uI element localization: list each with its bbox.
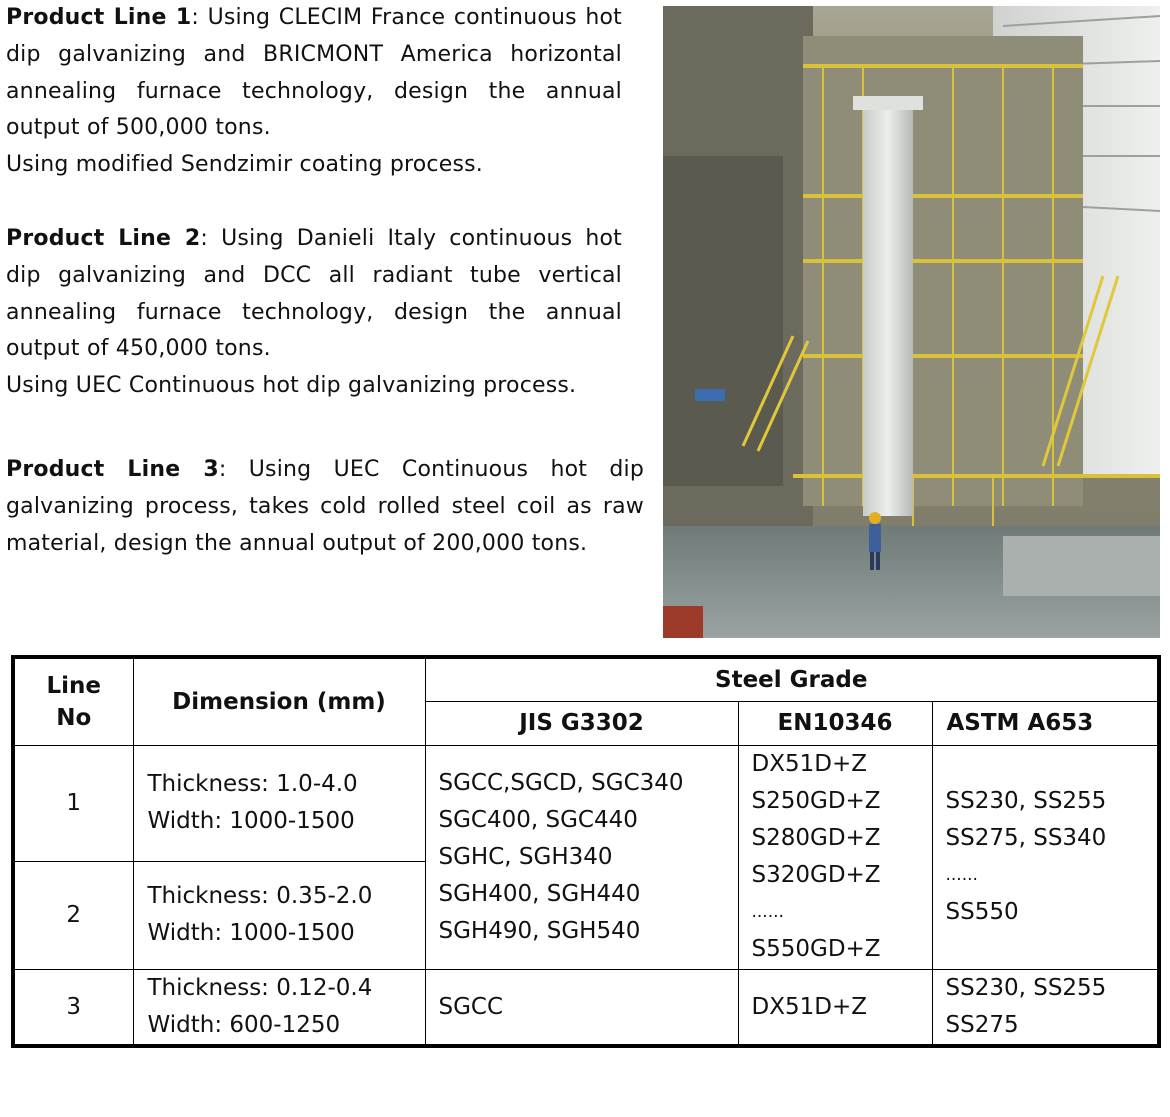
header-en: EN10346 bbox=[738, 701, 932, 745]
header-line-no bbox=[13, 657, 133, 745]
row-3-en: DX51D+Z bbox=[738, 969, 932, 1046]
product-line-2-text: : Using Danieli Italy continuous hot dip galvanizing and DCC all radiant tube vertical annealing furnace technology, design the annual output of 450,000 tons. bbox=[6, 226, 622, 362]
row-2-width: Width: 1000-1500 bbox=[147, 920, 355, 946]
product-line-1-text: : Using CLECIM France continuous hot dip galvanizing and BRICMONT America horizontal annealing furnace technology, design the annual output of 500,000 tons. bbox=[6, 5, 623, 141]
product-line-1-label: Product Line 1 bbox=[6, 5, 192, 30]
row-3-width: Width: 600-1250 bbox=[147, 1011, 341, 1038]
product-line-3-paragraph bbox=[6, 452, 644, 562]
row-3-thickness: Thickness: 0.12-0.4 bbox=[147, 974, 373, 1001]
rows-1-2-en bbox=[738, 745, 932, 969]
row-1-width: Width: 1000-1500 bbox=[147, 808, 355, 834]
product-spec-table bbox=[11, 655, 1161, 1048]
header-steel-grade: Steel Grade bbox=[425, 657, 1159, 701]
table-row bbox=[13, 745, 1159, 861]
galvanizing-line-photo bbox=[663, 6, 1160, 638]
header-line-no-label: Line No bbox=[46, 672, 101, 731]
row-3-astm bbox=[932, 969, 1159, 1046]
header-astm: ASTM A653 bbox=[932, 701, 1159, 745]
jis-grade: SGH490, SGH540 bbox=[438, 917, 641, 944]
jis-grade: SGHC, SGH340 bbox=[438, 843, 613, 870]
header-dimension: Dimension (mm) bbox=[133, 657, 425, 745]
row-1-dimension bbox=[133, 745, 425, 861]
en-grade: S320GD+Z bbox=[751, 862, 881, 888]
rows-1-2-astm bbox=[932, 745, 1159, 969]
table-row bbox=[13, 969, 1159, 1046]
row-3-line: 3 bbox=[13, 969, 133, 1046]
product-line-2-process: Using UEC Continuous hot dip galvanizing process. bbox=[6, 373, 577, 399]
en-grade: S550GD+Z bbox=[751, 936, 881, 962]
row-3-jis: SGCC bbox=[425, 969, 738, 1046]
row-1-line: 1 bbox=[13, 745, 133, 861]
row-1-thickness: Thickness: 1.0-4.0 bbox=[147, 771, 358, 797]
jis-grade: SGH400, SGH440 bbox=[438, 880, 641, 907]
product-line-3-text: : Using UEC Continuous hot dip galvanizing process, takes cold rolled steel coil as raw material, design the annual output of 200,000 tons. bbox=[6, 457, 645, 556]
row-2-thickness: Thickness: 0.35-2.0 bbox=[147, 883, 373, 909]
en-grade: S280GD+Z bbox=[751, 825, 881, 851]
en-grade: ...... bbox=[751, 902, 784, 922]
row-2-dimension bbox=[133, 861, 425, 969]
row-3-dimension bbox=[133, 969, 425, 1046]
en-grade: S250GD+Z bbox=[751, 788, 881, 814]
header-jis: JIS G3302 bbox=[425, 701, 738, 745]
en-grade: DX51D+Z bbox=[751, 751, 867, 777]
rows-1-2-jis bbox=[425, 745, 738, 969]
product-line-1-paragraph bbox=[6, 0, 622, 184]
product-line-2-paragraph bbox=[6, 221, 622, 405]
product-line-1-process: Using modified Sendzimir coating process. bbox=[6, 152, 483, 178]
astm-grade: ...... bbox=[945, 865, 978, 885]
product-line-2-label: Product Line 2 bbox=[6, 226, 201, 251]
astm-grade: SS230, SS255 bbox=[945, 974, 1107, 1001]
astm-grade: SS550 bbox=[945, 899, 1019, 925]
jis-grade: SGC400, SGC440 bbox=[438, 806, 638, 833]
row-2-line: 2 bbox=[13, 861, 133, 969]
astm-grade: SS275 bbox=[945, 1011, 1019, 1038]
jis-grade: SGCC,SGCD, SGC340 bbox=[438, 769, 684, 796]
product-line-3-label: Product Line 3 bbox=[6, 457, 219, 482]
astm-grade: SS275, SS340 bbox=[945, 825, 1107, 851]
astm-grade: SS230, SS255 bbox=[945, 788, 1107, 814]
